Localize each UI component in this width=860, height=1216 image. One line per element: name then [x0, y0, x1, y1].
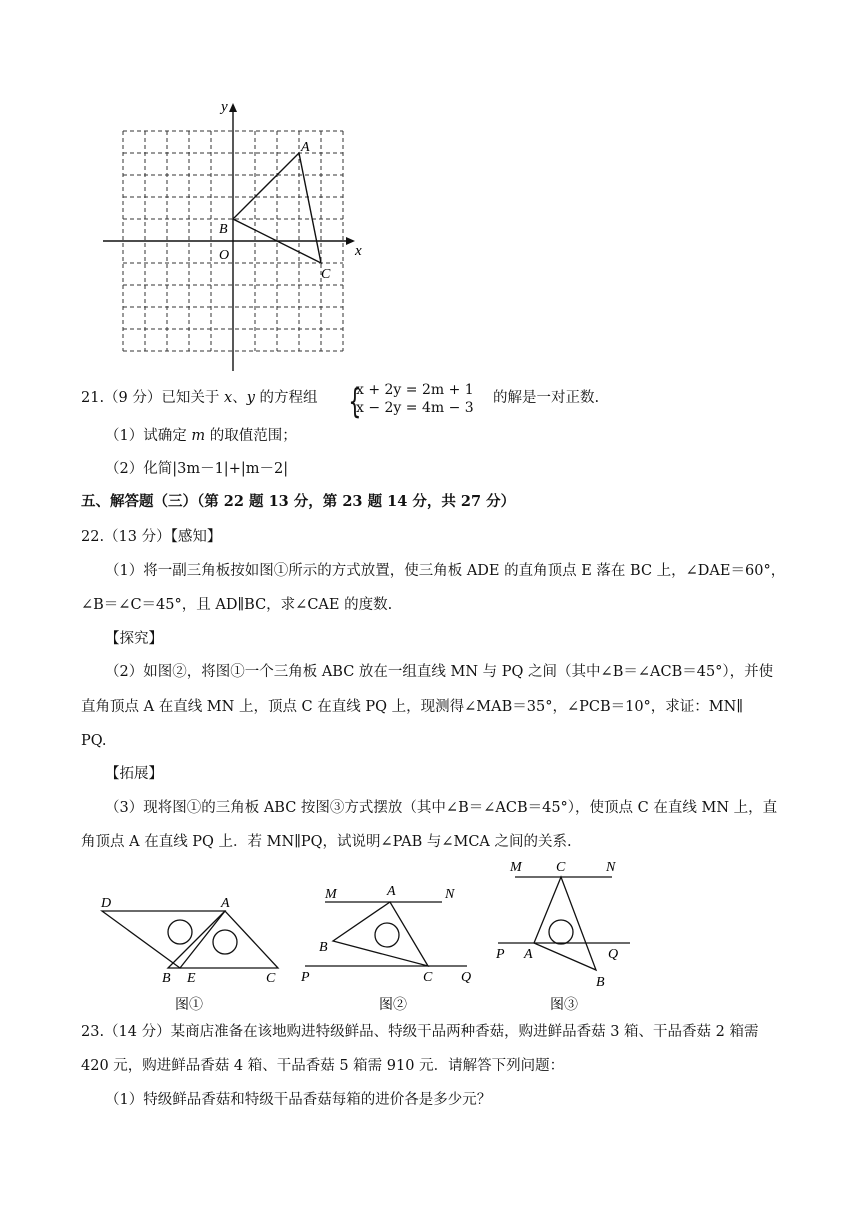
- fig3-label-a: A: [524, 947, 533, 962]
- q22-p2-line1: （2）如图②，将图①一个三角板 ABC 放在一组直线 MN 与 PQ 之间（其中∠B＝∠ACB＝45°），并使: [105, 664, 774, 680]
- fig2-label-n: N: [445, 887, 455, 902]
- point-a-label: A: [301, 140, 310, 155]
- fig2-label-q: Q: [461, 970, 472, 985]
- q22-p1-line1: （1）将一副三角板按如图①所示的方式放置，使三角板 ADE 的直角顶点 E 落在 BC 上，∠DAE＝60°，: [105, 563, 786, 579]
- fig1-label-d: D: [101, 896, 112, 911]
- fig2-label-a: A: [387, 884, 396, 899]
- q22-extend-heading: 【拓展】: [105, 766, 163, 782]
- q22-p3-line1: （3）现将图①的三角板 ABC 按图③方式摆放（其中∠B＝∠ACB＝45°），使顶点 C 在直线 MN 上，直: [105, 800, 778, 816]
- q22-p2-line3: PQ.: [81, 733, 107, 749]
- fig3-label-q: Q: [608, 947, 619, 962]
- equation-1: x + 2y = 2m + 1: [356, 382, 474, 398]
- fig3-label-c: C: [556, 860, 566, 875]
- q21-stem: 21.（9 分）已知关于 x、y 的方程组: [81, 390, 318, 406]
- y-axis-label: y: [221, 99, 228, 115]
- fig2-label-b: B: [319, 940, 328, 955]
- equation-2: x − 2y = 4m − 3: [356, 400, 474, 416]
- figure-2: [295, 855, 485, 1015]
- q22-p2-line2: 直角顶点 A 在直线 MN 上，顶点 C 在直线 PQ 上，现测得∠MAB＝35°，∠PCB＝10°，求证：MN∥: [81, 699, 744, 715]
- figure-1: [95, 855, 295, 1015]
- equation-brace: {: [348, 382, 362, 422]
- fig3-label-b: B: [596, 975, 605, 990]
- fig1-label-b: B: [162, 971, 171, 986]
- point-b-label: B: [219, 222, 228, 237]
- q23-line1: 23.（14 分）某商店准备在该地购进特级鲜品、特级干品两种香菇，购进鲜品香菇 3 箱、干品香菇 2 箱需: [81, 1024, 759, 1040]
- q22-head: 22.（13 分）【感知】: [81, 529, 222, 545]
- q22-p1-line2: ∠B＝∠C＝45°，且 AD∥BC，求∠CAE 的度数.: [81, 597, 393, 613]
- fig2-label-c: C: [423, 970, 433, 985]
- figure-3: [490, 855, 650, 1015]
- coordinate-grid-figure: [95, 95, 375, 380]
- q21-stem-suffix: 的解是一对正数.: [493, 390, 600, 406]
- q22-p3-line2: 角顶点 A 在直线 PQ 上．若 MN∥PQ，试说明∠PAB 与∠MCA 之间的关系.: [81, 834, 572, 850]
- axes: [103, 103, 355, 371]
- fig1-label-e: E: [187, 971, 196, 986]
- x-axis-label: x: [355, 243, 362, 259]
- fig3-label-p: P: [496, 947, 505, 962]
- fig2-caption: 图②: [379, 998, 407, 1013]
- q21-part2: （2）化简|3m－1|+|m－2|: [105, 461, 289, 477]
- q21-part1: （1）试确定 m 的取值范围；: [105, 428, 297, 444]
- q23-line2: 420 元，购进鲜品香菇 4 箱、干品香菇 5 箱需 910 元．请解答下列问题：: [81, 1058, 565, 1074]
- fig1-caption: 图①: [175, 998, 203, 1013]
- fig1-label-a: A: [221, 896, 230, 911]
- fig1-label-c: C: [266, 971, 276, 986]
- fig3-caption: 图③: [550, 998, 578, 1013]
- fig2-label-p: P: [301, 970, 310, 985]
- point-c-label: C: [321, 267, 331, 282]
- q22-explore-heading: 【探究】: [105, 631, 163, 647]
- section-5-title: 五、解答题（三）（第 22 题 13 分，第 23 题 14 分，共 27 分）: [81, 493, 516, 510]
- origin-label: O: [219, 248, 230, 263]
- fig3-label-n: N: [606, 860, 616, 875]
- q23-part1: （1）特级鲜品香菇和特级干品香菇每箱的进价各是多少元？: [105, 1092, 492, 1108]
- fig2-label-m: M: [325, 887, 337, 902]
- fig3-label-m: M: [510, 860, 522, 875]
